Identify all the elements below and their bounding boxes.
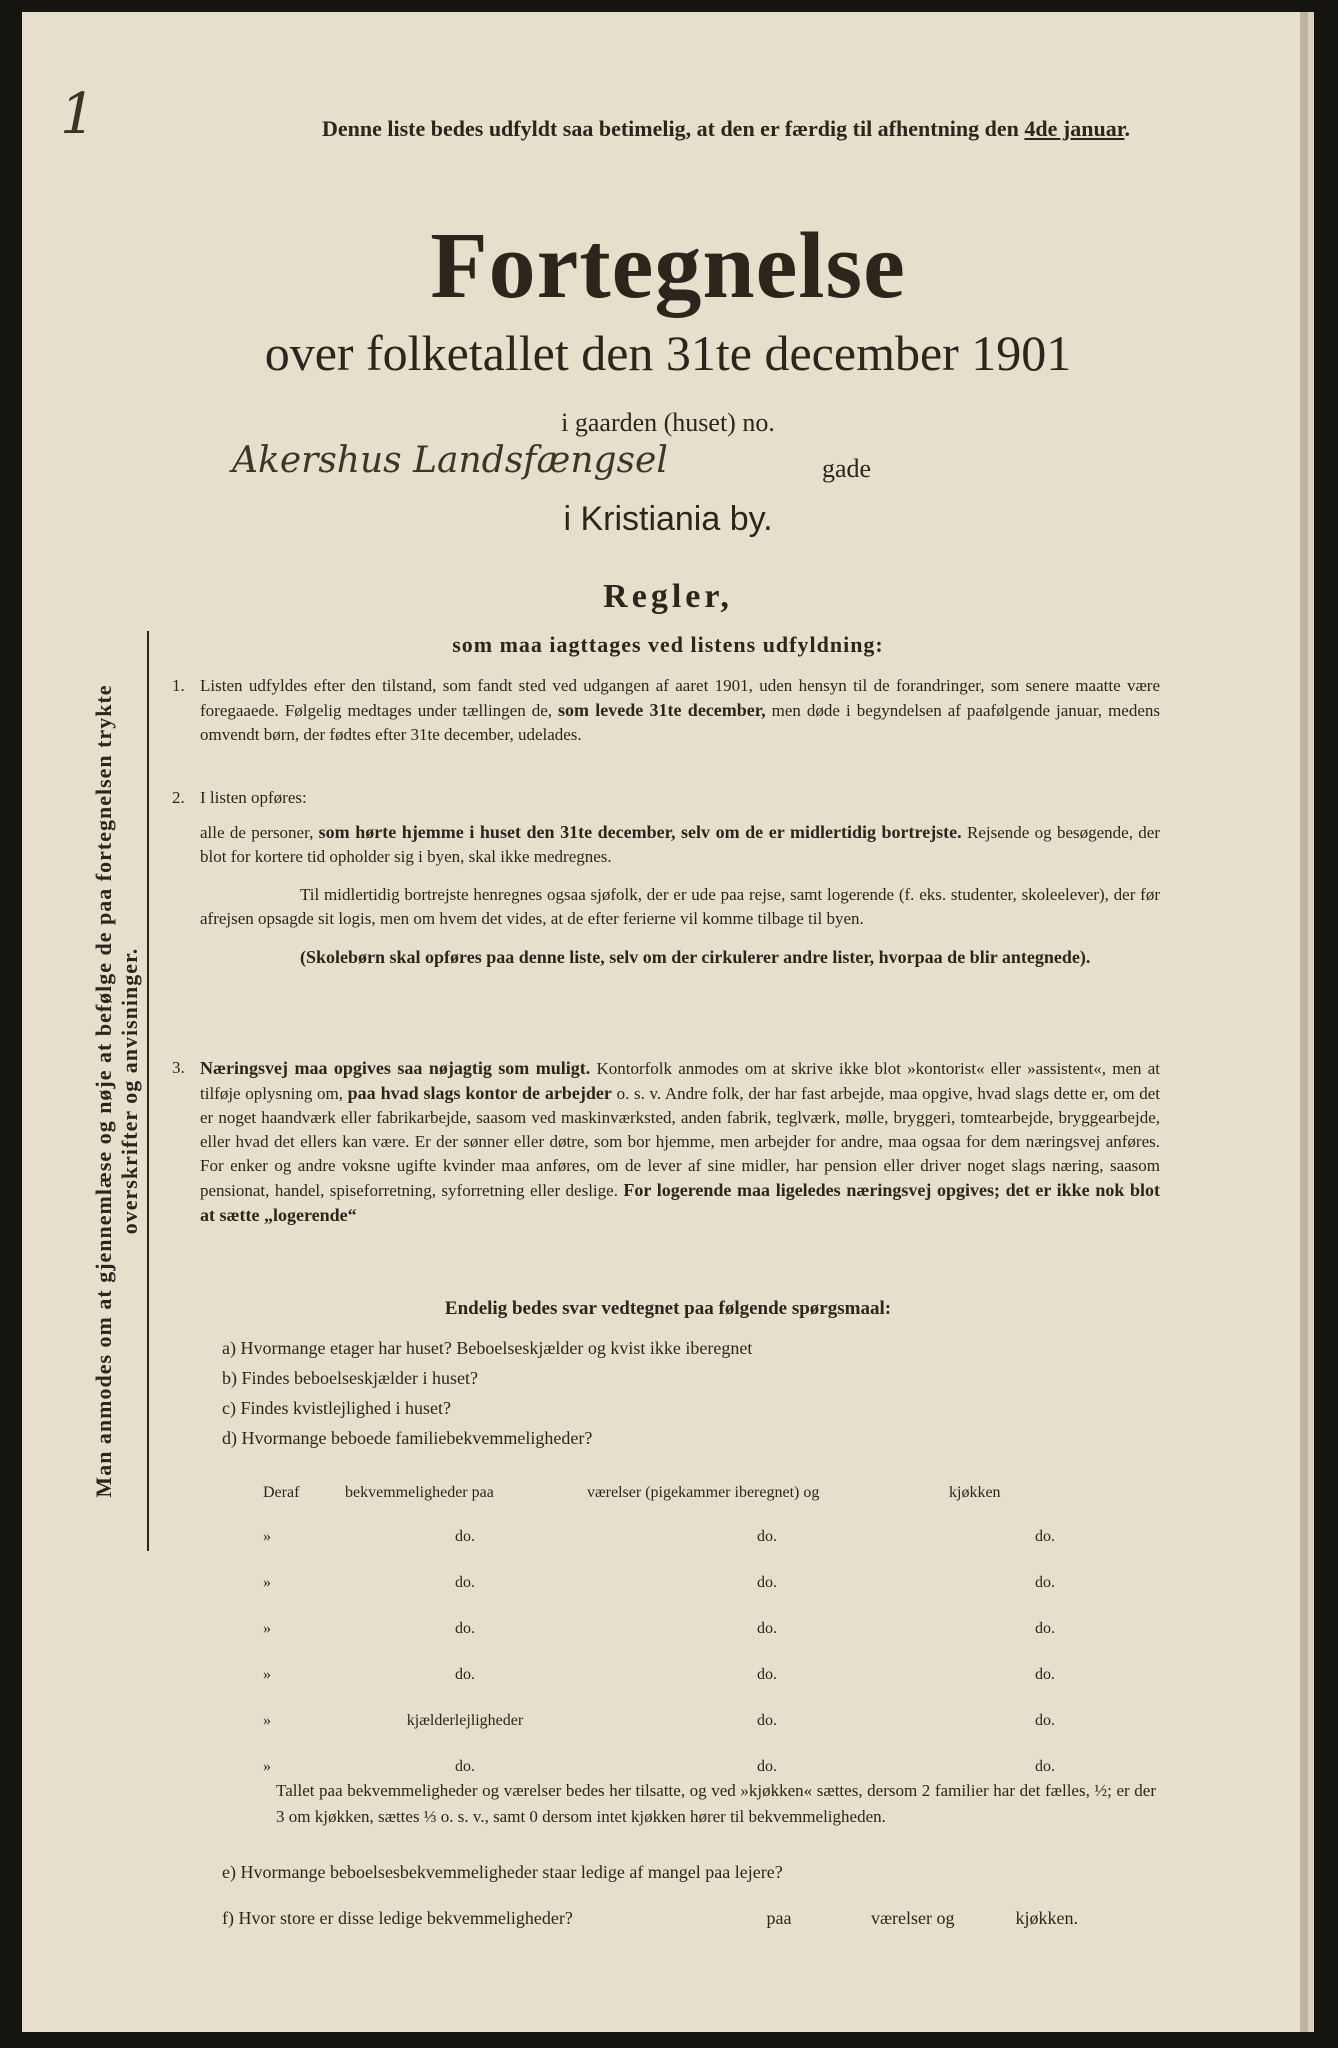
questions-heading: Endelig bedes svar vedtegnet paa følgende spørgsmaal:	[444, 1298, 892, 1319]
rules-heading: Regler,	[603, 578, 733, 615]
page-title: Fortegnelse	[430, 214, 906, 318]
table-footnote: Tallet paa bekvemmeligheder og værelser bedes her tilsatte, og ved »kjøkken« sættes, dersom 2 familier har det fælles, ½; er der 3 om kjøkken, sættes ⅓ o. s. v., samt 0 dersom intet kjøkken hører til bekvemmeligheden.	[276, 1781, 1156, 1826]
question-f: f) Hvor store er disse ledige bekvemmeligheder? paa værelser og kjøkken.	[222, 1908, 1078, 1928]
census-form-page	[22, 12, 1314, 2032]
city-label: i Kristiania by.	[563, 500, 773, 538]
question-c: c) Findes kvistlejlighed i huset?	[222, 1398, 451, 1418]
pickup-date: 4de januar	[1024, 116, 1125, 141]
page-number-mark: 1	[60, 82, 96, 147]
table-header-row: Deraf bekvemmeligheder paa værelser (pigekammer iberegnet) og kjøkken	[263, 1484, 1001, 1501]
house-number-label: i gaarden (huset) no.	[561, 408, 775, 437]
table-row: » do. do. do.	[263, 1666, 1055, 1683]
page-subtitle: over folketallet den 31te december 1901	[264, 325, 1072, 381]
street-handwritten-entry: Akershus Landsfængsel	[232, 440, 668, 481]
table-row: » do. do. do.	[263, 1528, 1055, 1545]
table-row: » do. do. do.	[263, 1620, 1055, 1637]
rule-2: 2. I listen opføres: alle de personer, som hørte hjemme i huset den 31te december, selv om de er midlertidig bortrejste. Rejsende og besøgende, der blot for kortere tid opholder sig i byen, skal ikke medregnes. Til midlertidig bortrejste henregnes ogsaa sjøfolk, der er ude paa rejse, samt logerende (f. eks. studenter, skoleelever), der før afrejsen opsagde sit logis, men om hvem det vides, at de efter ferierne vil komme tilbage til byen. (Skolebørn skal opføres paa denne liste, selv om der cirkulerer andre lister, hvorpaa de blir antegnede).	[172, 788, 1160, 967]
street-label: gade	[822, 454, 872, 483]
table-row: » do. do. do.	[263, 1574, 1055, 1591]
side-instruction: Man anmodes om at gjennemlæse og nøje at befølge de paa fortegnelsen trykte overskrifter og anvisninger.	[91, 631, 149, 1551]
table-row: » do. do. do.	[263, 1758, 1055, 1775]
question-b: b) Findes beboelseskjælder i huset?	[222, 1368, 478, 1388]
rule-1: 1. Listen udfyldes efter den tilstand, som fandt sted ved udgangen af aaret 1901, uden hensyn til de forandringer, som senere maatte være foregaaede. Følgelig medtages under tællingen de, som levede 31te december, men døde i begyndelsen af paafølgende januar, medens omvendt børn, der fødtes efter 31te december, udelades.	[172, 676, 1161, 744]
question-d: d) Hvormange beboede familiebekvemmeligheder?	[222, 1428, 593, 1448]
rule-3: 3. Næringsvej maa opgives saa nøjagtig som muligt. Kontorfolk anmodes om at skrive ikke blot »kontorist« eller »assistent«, men at tilføje oplysning om, paa hvad slags kontor de arbejder o. s. v. Andre folk, der har fast arbejde, maa opgive, hvad slags dette er, om det er noget haandværk eller fabrikarbejde, saasom ved maskinværksted, anden fabrik, teglværk, mølle, bryggeri, tomtearbejde, bryggearbejde, eller hvad det ellers kan være. Er der sønner eller døtre, som bor hjemme, men arbejder for andre, maa ogsaa for dem næringsvej anføres. For enker og andre voksne ugifte kvinder maa anføres, om de lever af sine midler, har pension eller driver noget slags næring, saasom pensionat, handel, spiseforretning, syforretning eller deslige. For logerende maa ligeledes næringsvej opgives; det er ikke nok blot at sætte „logerende“	[172, 1058, 1161, 1225]
question-e: e) Hvormange beboelsesbekvemmeligheder staar ledige af mangel paa lejere?	[222, 1862, 783, 1882]
intro-text: Denne liste bedes udfyldt saa betimelig, at den er færdig til afhentning den 4de januar.	[322, 116, 1130, 141]
table-row: » kjælderlejligheder do. do.	[263, 1712, 1055, 1729]
question-a: a) Hvormange etager har huset? Beboelseskjælder og kvist ikke iberegnet	[222, 1338, 753, 1358]
dwelling-table	[262, 1472, 1142, 1790]
rules-subheading: som maa iagttages ved listens udfyldning:	[452, 632, 884, 657]
